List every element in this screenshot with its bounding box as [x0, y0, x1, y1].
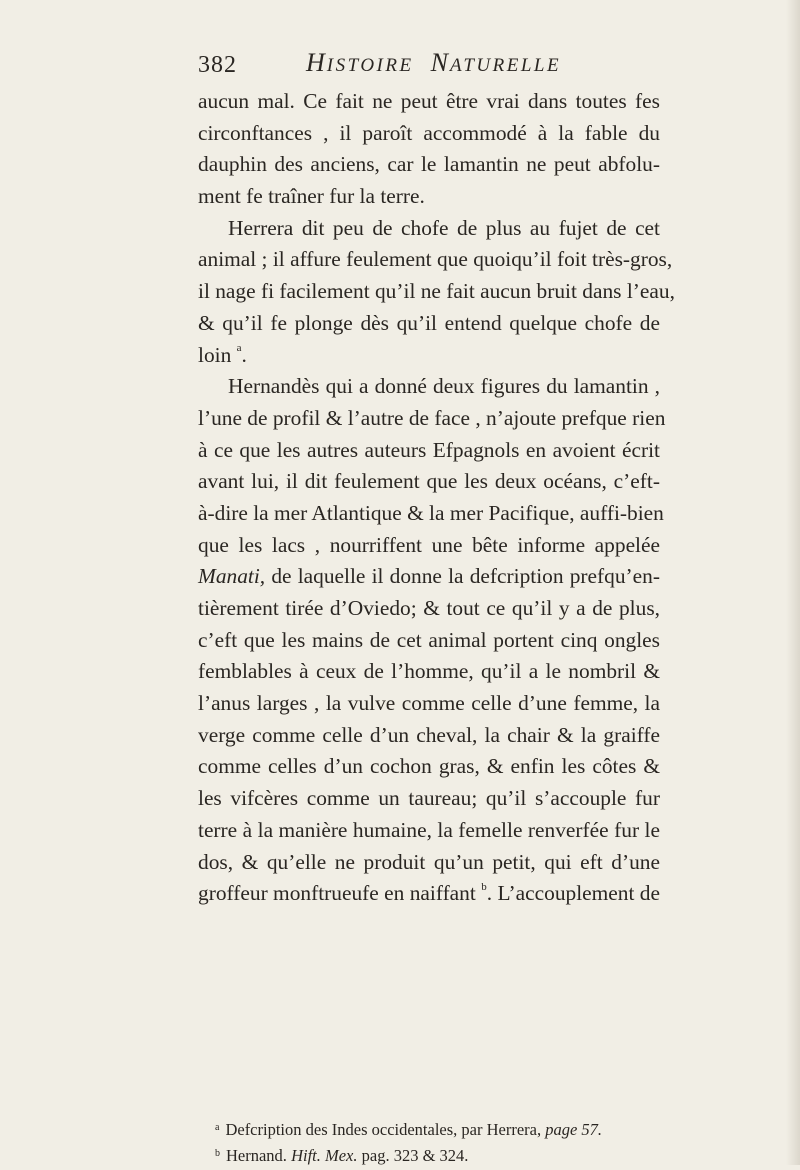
footnote-a: [215, 1118, 675, 1144]
text-line: animal ; il affure feulement que quoiqu’il foit très-gros,: [198, 247, 673, 272]
footnote-marker-a: a: [215, 1122, 220, 1133]
body-text: [198, 86, 675, 910]
text-line: les vifcères comme un taureau; qu’il s’accouple fur: [198, 786, 660, 811]
footnote-b: [215, 1144, 675, 1170]
text-line: l’anus larges , la vulve comme celle d’une femme, la: [198, 691, 660, 716]
text-line: terre à la manière humaine, la femelle renverfée fur le: [198, 817, 660, 842]
text-line: Hernandès qui a donné deux figures du lamantin ,: [228, 374, 660, 399]
text-line-with-footnote-ref: [198, 878, 660, 910]
page-number: 382: [198, 52, 237, 78]
text-line: comme celles d’un cochon gras, & enfin les côtes &: [198, 754, 660, 779]
text-line: & qu’il fe plonge dès qu’il entend quelque chofe de: [198, 310, 660, 335]
footnote-ref-b: b: [481, 881, 487, 894]
italic-term: Manati,: [198, 564, 266, 589]
text-line: Herrera dit peu de chofe de plus au fujet de cet: [228, 215, 660, 240]
text-fragment: L’accouplement de: [497, 881, 660, 906]
footnote-italic: page 57.: [545, 1120, 603, 1139]
text-fragment: .: [241, 342, 247, 367]
running-title: [306, 48, 561, 78]
text-line: verge comme celle d’un cheval, la chair & la graiffe: [198, 722, 660, 747]
text-line: tièrement tirée d’Oviedo; & tout ce qu’il y a de plus,: [198, 596, 660, 620]
text-line: l’une de profil & l’autre de face , n’ajoute prefque rien: [198, 405, 666, 430]
running-title-rest-2: ATURELLE: [449, 55, 562, 76]
running-title-initial-1: H: [306, 48, 327, 77]
text-line-with-italic: [198, 561, 660, 593]
footnote-text: Hernand.: [226, 1146, 287, 1165]
text-line-with-footnote-ref: [198, 340, 660, 372]
text-line: que les lacs , nourriffent une bête informe appelée: [198, 532, 660, 557]
text-line: femblables à ceux de l’homme, qu’il a le nombril &: [198, 659, 660, 684]
running-title-rest-1: ISTOIRE: [326, 55, 414, 76]
text-line: à-dire la mer Atlantique & la mer Pacifique, auffi-bien: [198, 500, 664, 525]
footnotes: [215, 1118, 675, 1170]
footnote-ref-a: a: [236, 342, 242, 355]
footnote-marker-b: b: [215, 1148, 220, 1159]
text-line: circonftances , il paroît accommodé à la fable du: [198, 120, 660, 145]
text-fragment: de laquelle il donne la defcription prefqu’en-: [271, 564, 660, 589]
text-fragment: .: [486, 881, 493, 906]
page-edge-shadow: [786, 0, 800, 1165]
text-line: dauphin des anciens, car le lamantin ne peut abfolu-: [198, 152, 660, 177]
footnote-text: pag. 323 & 324.: [361, 1146, 469, 1165]
text-fragment: groffeur monftrueufe en naiffant: [198, 881, 476, 906]
text-line: avant lui, il dit feulement que les deux océans, c’eft-: [198, 469, 660, 494]
text-line: à ce que les autres auteurs Efpagnols en avoient écrit: [198, 437, 660, 462]
text-line: dos, & qu’elle ne produit qu’un petit, qui eft d’une: [198, 849, 660, 874]
text-line: aucun mal. Ce fait ne peut être vrai dans toutes fes: [198, 89, 660, 113]
text-line: c’eft que les mains de cet animal portent cinq ongles: [198, 627, 660, 652]
footnote-italic: Hift. Mex.: [291, 1146, 358, 1165]
running-title-initial-2: N: [430, 48, 450, 77]
text-fragment: loin: [198, 342, 232, 367]
running-header: [198, 48, 658, 88]
text-line: ment fe traîner fur la terre.: [198, 184, 425, 209]
text-line: il nage fi facilement qu’il ne fait aucun bruit dans l’eau,: [198, 279, 675, 304]
footnote-text: Defcription des Indes occidentales, par Herrera,: [225, 1120, 542, 1139]
